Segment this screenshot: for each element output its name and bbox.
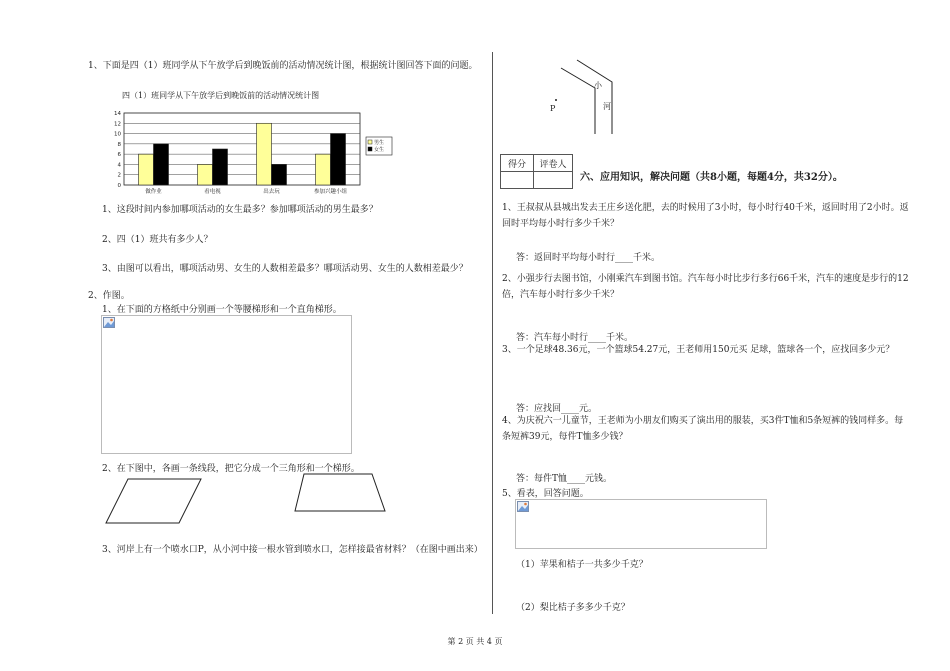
river-label-1: 小 bbox=[594, 81, 602, 90]
column-divider bbox=[492, 52, 493, 614]
section-title: 六、应用知识，解决问题（共8小题，每题4分，共32分）。 bbox=[580, 172, 843, 183]
grid-paper-image bbox=[101, 315, 352, 454]
river-label-2: 河 bbox=[603, 102, 611, 111]
answer-3: 答：应找回____元。 bbox=[516, 404, 598, 414]
y-tick-label: 0 bbox=[117, 183, 121, 189]
answer-2: 答：汽车每小时行____千米。 bbox=[516, 333, 634, 343]
problem-3: 3、一个足球48.36元，一个篮球54.27元，王老师用150元买 足球，篮球各一个，应找回多少元？ bbox=[502, 345, 895, 355]
legend-label: 女生 bbox=[374, 147, 385, 153]
bar bbox=[139, 154, 154, 185]
answer-1: 答：返回时平均每小时行____千米。 bbox=[516, 253, 661, 263]
legend-swatch bbox=[368, 147, 372, 151]
river-diagram bbox=[555, 58, 625, 140]
legend-label: 男生 bbox=[374, 140, 385, 146]
x-tick-label: 参加兴趣小组 bbox=[313, 189, 348, 195]
problem-4: 4、为庆祝六一儿童节，王老师为小朋友们购买了演出用的服装，买3件T恤和5条短裤的钱同样多。每条短裤39元，每件T恤多少钱？ bbox=[502, 416, 904, 442]
y-tick-label: 14 bbox=[114, 111, 121, 117]
q1-sub1: 1、这段时间内参加哪项活动的女生最多？参加哪项活动的男生最多？ bbox=[102, 205, 378, 215]
grader-cell-label: 评卷人 bbox=[534, 155, 573, 172]
bar bbox=[331, 134, 346, 185]
answer-4: 答：每件T恤____元钱。 bbox=[516, 474, 613, 484]
bar bbox=[154, 144, 169, 185]
parallelogram-shape bbox=[104, 476, 204, 526]
bar bbox=[198, 164, 213, 185]
broken-image-icon bbox=[517, 501, 529, 512]
problem-5: 5、看表，回答问题。 bbox=[502, 489, 589, 499]
score-cell-label: 得分 bbox=[501, 155, 534, 172]
page-footer: 第 2 页 共 4 页 bbox=[447, 637, 503, 646]
x-tick-label: 出去玩 bbox=[263, 189, 280, 195]
problem-5-sub1: （1）苹果和桔子一共多少千克？ bbox=[516, 560, 648, 570]
y-tick-label: 10 bbox=[114, 131, 121, 138]
problem-1: 1、王叔叔从县城出发去王庄乡送化肥，去的时候用了3小时，每小时行40千米，返回时用了2小时。返回时平均每小时行多少千米？ bbox=[502, 203, 909, 229]
bar bbox=[213, 149, 228, 185]
q1-text: 1、下面是四（1）班同学从下午放学后到晚饭前的活动情况统计图，根据统计图回答下面的问题。 bbox=[88, 61, 478, 71]
q2-sub2: 2、在下图中，各画一条线段，把它分成一个三角形和一个梯形。 bbox=[102, 464, 360, 474]
broken-image-icon bbox=[103, 317, 115, 328]
bar bbox=[316, 154, 331, 185]
bar-chart bbox=[108, 105, 398, 197]
legend-swatch bbox=[368, 140, 372, 144]
y-tick-label: 12 bbox=[114, 121, 121, 128]
q1-sub3: 3、由图可以看出，哪项活动男、女生的人数相差最多？哪项活动男、女生的人数相差最少？ bbox=[102, 264, 468, 274]
x-tick-label: 做作业 bbox=[145, 189, 162, 195]
problem-5-sub2: （2）梨比桔子多多少千克？ bbox=[516, 603, 630, 613]
y-tick-label: 2 bbox=[117, 172, 121, 179]
problem-2: 2、小强步行去图书馆，小刚乘汽车到图书馆。汽车每小时比步行多行66千米，汽车的速度是步行的12倍，汽车每小时行多少千米？ bbox=[502, 274, 909, 300]
bar bbox=[272, 164, 287, 185]
q1-sub2: 2、四（1）班共有多少人？ bbox=[102, 235, 213, 245]
q2-sub1: 1、在下面的方格纸中分别画一个等腰梯形和一个直角梯形。 bbox=[102, 305, 342, 315]
chart-title: 四（1）班同学从下午放学后到晚饭前的活动情况统计图 bbox=[122, 91, 320, 100]
bar bbox=[257, 123, 272, 185]
x-tick-label: 看电视 bbox=[204, 189, 221, 195]
table-image bbox=[515, 499, 767, 549]
trapezoid-shape bbox=[292, 472, 388, 514]
y-tick-label: 4 bbox=[117, 162, 121, 169]
q2-text: 2、作图。 bbox=[88, 291, 130, 301]
point-p-dot bbox=[555, 99, 557, 101]
point-p-label: P bbox=[550, 104, 556, 113]
y-tick-label: 8 bbox=[117, 141, 121, 148]
y-tick-label: 6 bbox=[117, 152, 121, 159]
q2-sub3: 3、河岸上有一个喷水口P，从小河中接一根水管到喷水口，怎样接最省材料？（在图中画出来） bbox=[102, 545, 483, 555]
